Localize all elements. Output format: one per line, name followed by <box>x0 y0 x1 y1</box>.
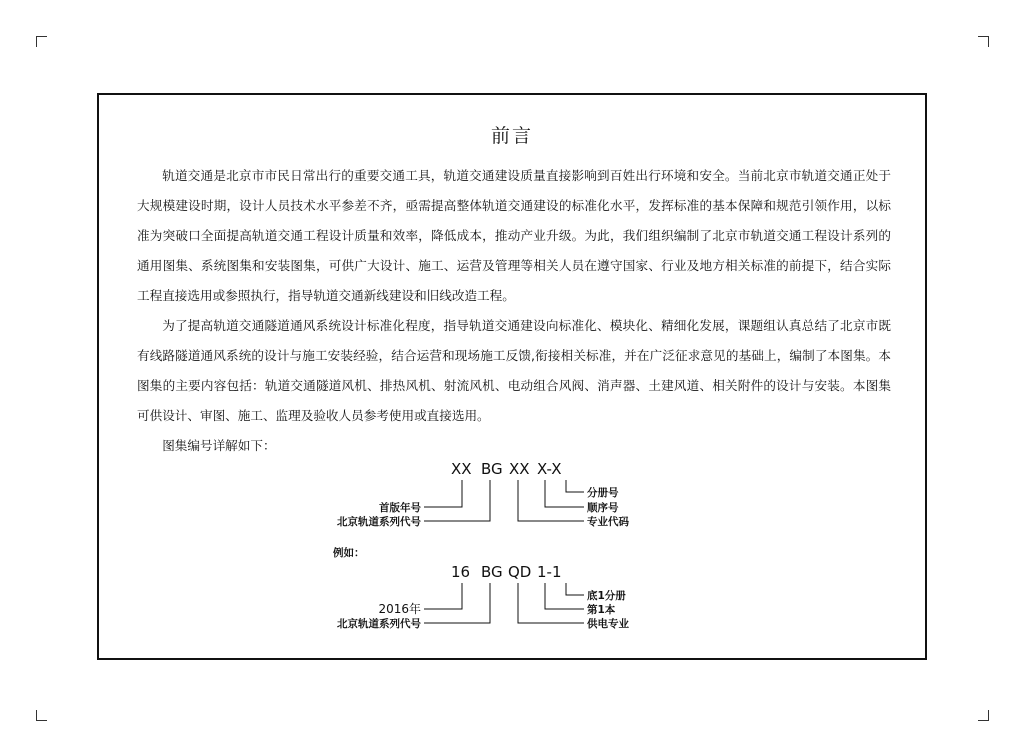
example-label-specialty: 供电专业 <box>587 618 629 630</box>
example-label-sequence: 第1本 <box>587 604 616 616</box>
example-seg-volume: 1-1 <box>537 563 562 581</box>
example-leader-subvolume <box>566 583 584 595</box>
example-label: 例如： <box>333 547 365 559</box>
paragraph-3: 图集编号详解如下： <box>162 438 276 453</box>
example-leader-series-code <box>424 583 490 623</box>
page-title: 前言 <box>490 125 533 147</box>
example-label-series-code: 北京轨道系列代号 <box>337 618 421 630</box>
label-subvolume: 分册号 <box>587 487 619 499</box>
leader-series-code <box>424 480 490 521</box>
example-leader-sequence <box>545 583 584 609</box>
pattern-seg-year: XX <box>451 460 472 478</box>
pattern-seg-series: BG <box>481 460 503 478</box>
label-series-code: 北京轨道系列代号 <box>337 516 421 528</box>
example-label-edition-year: 2016年 <box>378 602 421 616</box>
example-seg-specialty: QD <box>508 563 532 581</box>
paragraph-2: 为了提高轨道交通隧道通风系统设计标准化程度，指导轨道交通建设向标准化、模块化、精细化发展，课题组认真总结了北京市既有线路隧道通风系统的设计与施工安装经验，结合运营和现场施工反馈,衔接相关标准，并在广泛征求意见的基础上，编制了本图集。本图集的主要内容包括：轨道交通隧道风机、排热风机、射流风机、电动组合风阀、消声器、土建风道、相关附件的设计与安装。本图集可供设计、审图、施工、监理及验收人员参考使用或直接选用。 <box>137 318 891 423</box>
label-edition-year: 首版年号 <box>379 502 421 514</box>
pattern-seg-specialty: XX <box>509 460 530 478</box>
label-specialty: 专业代码 <box>587 516 629 528</box>
example-leader-specialty <box>518 583 584 623</box>
leader-specialty <box>518 480 584 521</box>
leader-subvolume <box>566 480 584 492</box>
example-seg-series: BG <box>481 563 503 581</box>
example-label-subvolume: 底1分册 <box>587 590 626 602</box>
paragraph-1: 轨道交通是北京市市民日常出行的重要交通工具，轨道交通建设质量直接影响到百姓出行环境和安全。当前北京市轨道交通正处于大规模建设时期，设计人员技术水平参差不齐，亟需提高整体轨道交通建设的标准化水平，发挥标准的基本保障和规范引领作用，以标准为突破口全面提高轨道交通工程设计质量和效率，降低成本，推动产业升级。为此，我们组织编制了北京市轨道交通工程设计系列的通用图集、系统图集和安装图集，可供广大设计、施工、运营及管理等相关人员在遵守国家、行业及地方相关标准的前提下，结合实际工程直接选用或参照执行，指导轨道交通新线建设和旧线改造工程。 <box>137 168 891 303</box>
leader-sequence <box>545 480 584 507</box>
example-seg-year: 16 <box>451 563 471 581</box>
pattern-seg-volume: X-X <box>537 460 562 478</box>
label-sequence: 顺序号 <box>587 502 619 514</box>
example-leader-edition-year <box>424 583 462 609</box>
leader-edition-year <box>424 480 462 507</box>
